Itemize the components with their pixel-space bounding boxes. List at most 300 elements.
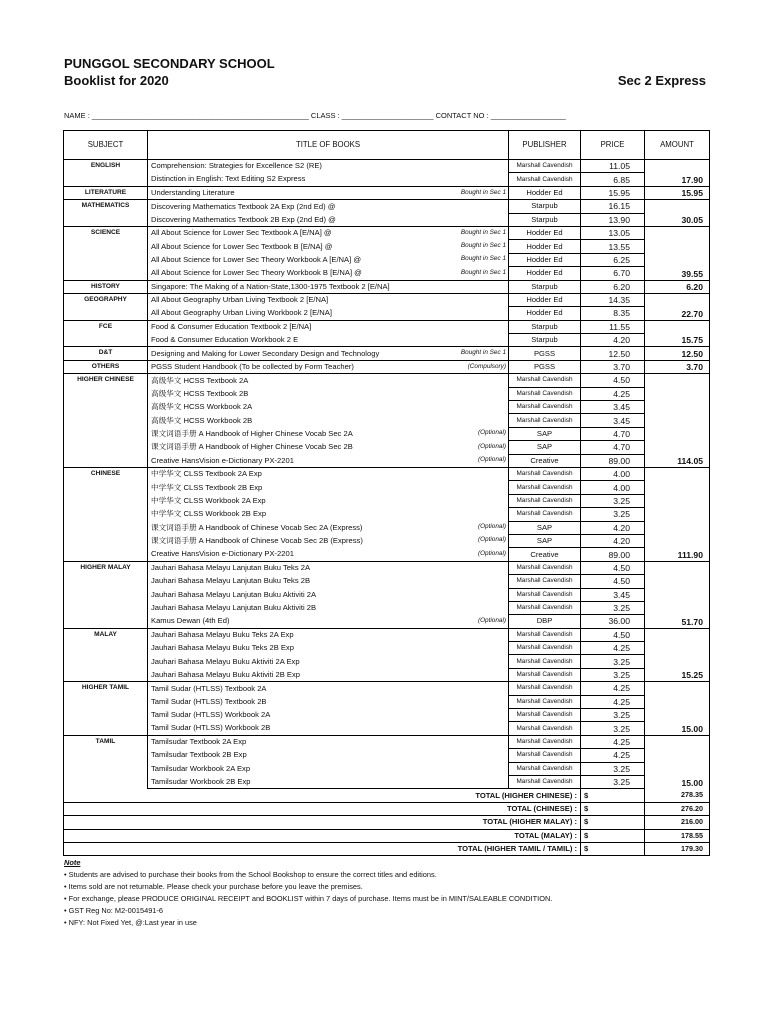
publisher-cell: Creative (509, 454, 581, 467)
publisher-cell: SAP (509, 534, 581, 547)
amount-cell: 15.25 (645, 628, 710, 682)
book-title-cell (148, 561, 509, 574)
book-title: 高级华文 HCSS Workbook 2A (151, 402, 253, 412)
amount-cell: 51.70 (645, 561, 710, 628)
book-title: Jauhari Bahasa Melayu Buku Aktiviti 2A Exp (151, 656, 300, 666)
book-note: Bought in Sec 1 (460, 188, 506, 196)
publisher-cell: Marshall Cavendish (509, 387, 581, 400)
table-row (64, 775, 710, 788)
price-cell: 89.00 (581, 454, 645, 467)
book-title-cell (148, 481, 509, 494)
table-row (64, 561, 710, 574)
book-title-cell (148, 762, 509, 775)
total-label: TOTAL (HIGHER MALAY) : (64, 816, 581, 829)
publisher-cell: Marshall Cavendish (509, 722, 581, 735)
book-title-cell (148, 293, 509, 306)
publisher-cell: Marshall Cavendish (509, 561, 581, 574)
publisher-cell: Marshall Cavendish (509, 655, 581, 668)
book-title-cell (148, 360, 509, 373)
price-cell: 3.25 (581, 601, 645, 614)
price-cell: 3.45 (581, 401, 645, 414)
book-title: Singapore: The Making of a Nation-State,1300-1975 Textbook 2 [E/NA] (151, 281, 390, 291)
price-cell: 4.20 (581, 521, 645, 534)
book-title: Food & Consumer Education Workbook 2 E (151, 335, 299, 345)
publisher-cell: Creative (509, 548, 581, 561)
publisher-cell: Starpub (509, 320, 581, 333)
table-row (64, 226, 710, 239)
table-row (64, 668, 710, 681)
table-row (64, 655, 710, 668)
table-row (64, 575, 710, 588)
total-value: 276.20 (645, 802, 710, 815)
table-row (64, 735, 710, 748)
table-row (64, 508, 710, 521)
book-title: All About Geography Urban Living Textbook 2 [E/NA] (151, 295, 329, 305)
table-row (64, 588, 710, 601)
total-value: 179.30 (645, 842, 710, 855)
publisher-cell: Marshall Cavendish (509, 494, 581, 507)
price-cell: 3.25 (581, 762, 645, 775)
total-currency: $ (581, 829, 645, 842)
subject-cell: D&T (64, 347, 148, 360)
price-cell: 3.45 (581, 414, 645, 427)
book-title-cell (148, 615, 509, 628)
publisher-cell: Marshall Cavendish (509, 414, 581, 427)
table-row (64, 307, 710, 320)
book-title: All About Science for Lower Sec Textbook B [E/NA] @ (151, 241, 333, 251)
total-row (64, 829, 710, 842)
price-cell: 13.05 (581, 226, 645, 239)
price-cell: 4.25 (581, 642, 645, 655)
publisher-cell: SAP (509, 441, 581, 454)
table-row (64, 762, 710, 775)
book-note: (Optional) (477, 456, 506, 464)
table-row (64, 160, 710, 173)
total-currency: $ (581, 816, 645, 829)
book-note: Bought in Sec 1 (460, 228, 506, 236)
book-title: 高级华文 HCSS Workbook 2B (151, 415, 253, 425)
amount-cell: 111.90 (645, 467, 710, 561)
book-note: Bought in Sec 1 (460, 349, 506, 357)
book-title-cell (148, 521, 509, 534)
table-row (64, 467, 710, 480)
table-row (64, 628, 710, 641)
book-title: Tamil Sudar (HTLSS) Workbook 2B (151, 723, 271, 733)
book-note: (Optional) (477, 442, 506, 450)
publisher-cell: Marshall Cavendish (509, 575, 581, 588)
subject-cell: HIGHER MALAY (64, 561, 148, 628)
book-title-cell (148, 173, 509, 186)
book-note: (Optional) (477, 616, 506, 624)
publisher-cell: SAP (509, 521, 581, 534)
publisher-cell: Starpub (509, 200, 581, 213)
table-row (64, 186, 710, 199)
book-title-cell (148, 749, 509, 762)
col-amount: AMOUNT (645, 131, 710, 160)
book-title-cell (148, 735, 509, 748)
book-title: 课文词语手册 A Handbook of Higher Chinese Vocab Sec 2B (151, 442, 353, 452)
school-name: PUNGGOL SECONDARY SCHOOL (64, 56, 275, 71)
subject-cell: MATHEMATICS (64, 200, 148, 227)
book-title: Jauhari Bahasa Melayu Buku Aktiviti 2B Exp (151, 669, 301, 679)
table-row (64, 360, 710, 373)
publisher-cell: Marshall Cavendish (509, 160, 581, 173)
publisher-cell: Hodder Ed (509, 267, 581, 280)
subject-cell: FCE (64, 320, 148, 347)
book-title-cell (148, 494, 509, 507)
total-value: 178.55 (645, 829, 710, 842)
note-item: • Students are advised to purchase their books from the School Bookshop to ensure the correct titles and editions. (64, 870, 437, 879)
table-row (64, 200, 710, 213)
price-cell: 6.25 (581, 253, 645, 266)
book-title-cell (148, 200, 509, 213)
book-title: Tamilsudar Workbook 2B Exp (151, 776, 251, 786)
publisher-cell: Starpub (509, 213, 581, 226)
price-cell: 4.25 (581, 735, 645, 748)
book-title-cell (148, 253, 509, 266)
publisher-cell: Marshall Cavendish (509, 374, 581, 387)
price-cell: 4.25 (581, 682, 645, 695)
price-cell: 3.25 (581, 508, 645, 521)
subject-cell: OTHERS (64, 360, 148, 373)
book-title-cell (148, 601, 509, 614)
table-row (64, 534, 710, 547)
publisher-cell: Marshall Cavendish (509, 588, 581, 601)
book-note: Bought in Sec 1 (460, 255, 506, 263)
publisher-cell: Marshall Cavendish (509, 642, 581, 655)
book-title: Creative HansVision e-Dictionary PX-2201 (151, 549, 294, 559)
book-title: Food & Consumer Education Textbook 2 [E/NA] (151, 322, 312, 332)
col-title: TITLE OF BOOKS (148, 131, 509, 160)
publisher-cell: Hodder Ed (509, 253, 581, 266)
price-cell: 4.20 (581, 334, 645, 347)
publisher-cell: Marshall Cavendish (509, 401, 581, 414)
book-title-cell (148, 267, 509, 280)
publisher-cell: Marshall Cavendish (509, 628, 581, 641)
table-row (64, 213, 710, 226)
book-title: 课文词语手册 A Handbook of Chinese Vocab Sec 2A (Express) (151, 522, 363, 532)
book-title-cell (148, 588, 509, 601)
table-row (64, 454, 710, 467)
book-title: Creative HansVision e-Dictionary PX-2201 (151, 455, 294, 465)
publisher-cell: Marshall Cavendish (509, 749, 581, 762)
publisher-cell: Marshall Cavendish (509, 668, 581, 681)
table-row (64, 521, 710, 534)
book-title: Jauhari Bahasa Melayu Buku Teks 2B Exp (151, 643, 294, 653)
book-title: Discovering Mathematics Textbook 2A Exp (2nd Ed) @ (151, 201, 336, 211)
publisher-cell: DBP (509, 615, 581, 628)
book-title-cell (148, 682, 509, 695)
book-title: All About Geography Urban Living Workbook 2 [E/NA] (151, 308, 332, 318)
book-title: Jauhari Bahasa Melayu Lanjutan Buku Teks 2B (151, 576, 311, 586)
publisher-cell: Marshall Cavendish (509, 762, 581, 775)
book-title-cell (148, 628, 509, 641)
price-cell: 13.90 (581, 213, 645, 226)
book-title: 课文词语手册 A Handbook of Chinese Vocab Sec 2B (Express) (151, 536, 363, 546)
amount-cell: 39.55 (645, 226, 710, 280)
book-title: Tamil Sudar (HTLSS) Textbook 2A (151, 683, 267, 693)
amount-cell: 22.70 (645, 293, 710, 320)
table-row (64, 267, 710, 280)
book-title: 中学华文 CLSS Textbook 2A Exp (151, 469, 262, 479)
publisher-cell: Marshall Cavendish (509, 508, 581, 521)
table-row (64, 253, 710, 266)
subject-cell: SCIENCE (64, 226, 148, 280)
booklist-title: Booklist for 2020 (64, 73, 169, 88)
book-title-cell (148, 467, 509, 480)
note-item: • NFY: Not Fixed Yet, @:Last year in use (64, 918, 197, 927)
amount-cell: 15.00 (645, 682, 710, 736)
book-title: Discovering Mathematics Textbook 2B Exp (2nd Ed) @ (151, 214, 336, 224)
publisher-cell: Hodder Ed (509, 307, 581, 320)
book-title-cell (148, 280, 509, 293)
subject-cell: LITERATURE (64, 186, 148, 199)
book-title-cell (148, 334, 509, 347)
publisher-cell: PGSS (509, 360, 581, 373)
table-row (64, 494, 710, 507)
amount-cell: 15.75 (645, 320, 710, 347)
price-cell: 3.45 (581, 588, 645, 601)
publisher-cell: Marshall Cavendish (509, 467, 581, 480)
student-info-line: NAME : ____________________________________________________ CLASS : ______________________ CONTACT NO : __________________ (64, 111, 566, 120)
book-title-cell (148, 668, 509, 681)
amount-cell: 15.00 (645, 735, 710, 789)
book-title: Jauhari Bahasa Melayu Lanjutan Buku Aktiviti 2A (151, 589, 317, 599)
amount-cell: 17.90 (645, 160, 710, 187)
price-cell: 11.55 (581, 320, 645, 333)
notes-heading: Note (64, 858, 81, 867)
price-cell: 4.25 (581, 749, 645, 762)
book-title-cell (148, 709, 509, 722)
amount-cell: 6.20 (645, 280, 710, 293)
subject-cell: MALAY (64, 628, 148, 682)
total-label: TOTAL (HIGHER CHINESE) : (64, 789, 581, 802)
table-row (64, 334, 710, 347)
subject-cell: HIGHER TAMIL (64, 682, 148, 736)
publisher-cell: SAP (509, 427, 581, 440)
book-title: PGSS Student Handbook (To be collected by Form Teacher) (151, 362, 354, 372)
subject-cell: ENGLISH (64, 160, 148, 187)
book-title: Distinction in English: Text Editing S2 Express (151, 174, 306, 184)
total-row (64, 842, 710, 855)
book-title: 中学华文 CLSS Workbook 2B Exp (151, 509, 267, 519)
book-title-cell (148, 441, 509, 454)
price-cell: 16.15 (581, 200, 645, 213)
subject-cell: GEOGRAPHY (64, 293, 148, 320)
table-row (64, 642, 710, 655)
book-title: Jauhari Bahasa Melayu Lanjutan Buku Aktiviti 2B (151, 603, 317, 613)
total-label: TOTAL (CHINESE) : (64, 802, 581, 815)
price-cell: 4.25 (581, 387, 645, 400)
book-title: 高级华文 HCSS Textbook 2A (151, 375, 249, 385)
table-row (64, 441, 710, 454)
book-title: Tamil Sudar (HTLSS) Workbook 2A (151, 710, 271, 720)
book-title: 课文词语手册 A Handbook of Higher Chinese Vocab Sec 2A (151, 429, 353, 438)
table-body (64, 160, 710, 856)
book-title: 中学华文 CLSS Workbook 2A Exp (151, 495, 266, 505)
price-cell: 3.25 (581, 722, 645, 735)
price-cell: 4.25 (581, 695, 645, 708)
book-title-cell (148, 722, 509, 735)
book-title: Designing and Making for Lower Secondary Design and Technology (151, 348, 380, 358)
price-cell: 12.50 (581, 347, 645, 360)
table-row (64, 722, 710, 735)
book-title-cell (148, 226, 509, 239)
table-row (64, 240, 710, 253)
table-row (64, 682, 710, 695)
price-cell: 14.35 (581, 293, 645, 306)
book-title: Tamil Sudar (HTLSS) Textbook 2B (151, 696, 267, 706)
book-title-cell (148, 534, 509, 547)
price-cell: 89.00 (581, 548, 645, 561)
notes-section (64, 857, 552, 929)
book-title-cell (148, 548, 509, 561)
price-cell: 13.55 (581, 240, 645, 253)
price-cell: 3.25 (581, 494, 645, 507)
publisher-cell: Marshall Cavendish (509, 173, 581, 186)
publisher-cell: Hodder Ed (509, 226, 581, 239)
table-row (64, 374, 710, 387)
book-title-cell (148, 320, 509, 333)
table-row (64, 293, 710, 306)
book-title-cell (148, 508, 509, 521)
book-title: Tamilsudar Textbook 2B Exp (151, 750, 247, 760)
table-row (64, 414, 710, 427)
publisher-cell: Hodder Ed (509, 186, 581, 199)
price-cell: 6.85 (581, 173, 645, 186)
book-note: (Compulsory) (467, 362, 506, 370)
table-row (64, 347, 710, 360)
price-cell: 4.70 (581, 441, 645, 454)
price-cell: 8.35 (581, 307, 645, 320)
amount-cell: 15.95 (645, 186, 710, 199)
price-cell: 6.20 (581, 280, 645, 293)
note-item: • Items sold are not returnable. Please check your purchase before you leave the premises. (64, 882, 363, 891)
publisher-cell: Starpub (509, 334, 581, 347)
amount-cell: 12.50 (645, 347, 710, 360)
col-price: PRICE (581, 131, 645, 160)
book-title-cell (148, 186, 509, 199)
book-title: All About Science for Lower Sec Textbook A [E/NA] @ (151, 228, 332, 238)
book-title: All About Science for Lower Sec Theory Workbook A [E/NA] @ (151, 254, 362, 264)
book-title: Tamilsudar Workbook 2A Exp (151, 763, 251, 773)
book-title: Tamilsudar Textbook 2A Exp (151, 737, 247, 747)
note-item: • For exchange, please PRODUCE ORIGINAL RECEIPT and BOOKLIST within 7 days of purchase. Items must be in MINT/SALEABLE CONDITION. (64, 894, 553, 903)
book-title: 中学华文 CLSS Textbook 2B Exp (151, 482, 263, 492)
col-subject: SUBJECT (64, 131, 148, 160)
table-row (64, 695, 710, 708)
book-note: Bought in Sec 1 (460, 268, 506, 276)
price-cell: 4.50 (581, 575, 645, 588)
subject-cell: CHINESE (64, 467, 148, 561)
subject-cell: HISTORY (64, 280, 148, 293)
price-cell: 3.25 (581, 655, 645, 668)
publisher-cell: Marshall Cavendish (509, 481, 581, 494)
table-row (64, 427, 710, 440)
subject-cell: TAMIL (64, 735, 148, 789)
publisher-cell: Hodder Ed (509, 240, 581, 253)
book-title-cell (148, 775, 509, 788)
amount-cell: 114.05 (645, 374, 710, 468)
table-row (64, 481, 710, 494)
col-publisher: PUBLISHER (509, 131, 581, 160)
book-title: Jauhari Bahasa Melayu Buku Teks 2A Exp (151, 630, 294, 640)
price-cell: 4.20 (581, 534, 645, 547)
table-row (64, 548, 710, 561)
book-title: Kamus Dewan (4th Ed) (151, 616, 230, 626)
table-row (64, 387, 710, 400)
publisher-cell: Marshall Cavendish (509, 775, 581, 788)
book-title: All About Science for Lower Sec Theory Workbook B [E/NA] @ (151, 268, 362, 278)
total-row (64, 789, 710, 802)
book-note: (Optional) (477, 429, 506, 437)
publisher-cell: Marshall Cavendish (509, 709, 581, 722)
price-cell: 15.95 (581, 186, 645, 199)
price-cell: 36.00 (581, 615, 645, 628)
total-value: 278.35 (645, 789, 710, 802)
total-row (64, 816, 710, 829)
price-cell: 3.25 (581, 709, 645, 722)
total-label: TOTAL (HIGHER TAMIL / TAMIL) : (64, 842, 581, 855)
table-row (64, 601, 710, 614)
note-item: • GST Reg No: M2-0015491-6 (64, 906, 163, 915)
book-note: (Optional) (477, 549, 506, 557)
price-cell: 4.50 (581, 628, 645, 641)
book-title-cell (148, 387, 509, 400)
total-row (64, 802, 710, 815)
table-row (64, 401, 710, 414)
book-title-cell (148, 642, 509, 655)
price-cell: 4.70 (581, 427, 645, 440)
book-title: Jauhari Bahasa Melayu Lanjutan Buku Teks 2A (151, 563, 311, 573)
book-title-cell (148, 575, 509, 588)
book-title-cell (148, 213, 509, 226)
book-title-cell (148, 414, 509, 427)
table-row (64, 749, 710, 762)
price-cell: 6.70 (581, 267, 645, 280)
book-title-cell (148, 427, 509, 440)
total-label: TOTAL (MALAY) : (64, 829, 581, 842)
book-title-cell (148, 347, 509, 360)
amount-cell: 3.70 (645, 360, 710, 373)
subject-cell: HIGHER CHINESE (64, 374, 148, 468)
publisher-cell: Marshall Cavendish (509, 695, 581, 708)
price-cell: 3.25 (581, 775, 645, 788)
book-title-cell (148, 655, 509, 668)
price-cell: 4.50 (581, 374, 645, 387)
book-note: (Optional) (477, 536, 506, 544)
publisher-cell: PGSS (509, 347, 581, 360)
table-row (64, 709, 710, 722)
total-currency: $ (581, 802, 645, 815)
table-row (64, 280, 710, 293)
publisher-cell: Marshall Cavendish (509, 682, 581, 695)
book-title-cell (148, 160, 509, 173)
level-label: Sec 2 Express (617, 73, 706, 88)
publisher-cell: Hodder Ed (509, 293, 581, 306)
book-title: Comprehension: Strategies for Excellence S2 (RE) (151, 161, 322, 171)
book-note: Bought in Sec 1 (460, 241, 506, 249)
table-header-row (64, 131, 710, 160)
price-cell: 4.50 (581, 561, 645, 574)
total-currency: $ (581, 842, 645, 855)
publisher-cell: Marshall Cavendish (509, 601, 581, 614)
book-note: (Optional) (477, 523, 506, 531)
book-title-cell (148, 401, 509, 414)
amount-cell: 30.05 (645, 200, 710, 227)
price-cell: 4.00 (581, 467, 645, 480)
price-cell: 11.05 (581, 160, 645, 173)
